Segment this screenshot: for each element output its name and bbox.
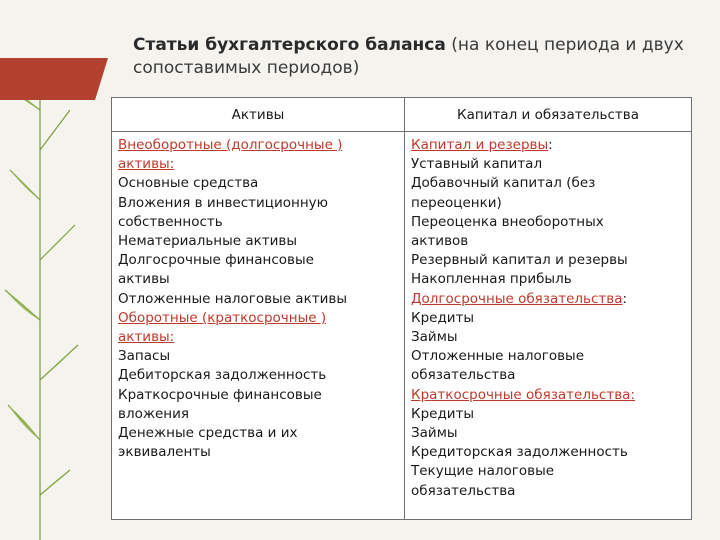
assets-item-text: вложения	[118, 405, 190, 422]
assets-item-text: Запасы	[118, 348, 171, 365]
liabilities-item-text: обязательства	[411, 367, 516, 384]
liabilities-line	[411, 405, 685, 424]
liabilities-line	[411, 328, 685, 347]
liabilities-line	[411, 482, 685, 501]
liabilities-line	[411, 155, 685, 174]
liabilities-line	[411, 347, 685, 366]
liabilities-item-text: активов	[411, 233, 469, 250]
accent-bar	[0, 58, 108, 100]
assets-item-text: Краткосрочные финансовые	[118, 386, 322, 403]
assets-line	[118, 347, 398, 366]
header-liabilities: Капитал и обязательства	[405, 98, 692, 132]
liabilities-line	[411, 194, 685, 213]
liabilities-item-text: Резервный капитал и резервы	[411, 252, 628, 269]
assets-line	[118, 386, 398, 405]
liabilities-line	[411, 386, 685, 405]
assets-line	[118, 155, 398, 174]
liabilities-item-text: Кредиторская задолженность	[411, 444, 628, 461]
assets-item-text: Дебиторская задолженность	[118, 367, 327, 384]
assets-item-text: Нематериальные активы	[118, 233, 298, 250]
liabilities-line	[411, 251, 685, 270]
assets-cell	[112, 132, 405, 520]
liabilities-heading-colon: :	[548, 137, 553, 153]
assets-line	[118, 136, 398, 155]
assets-section-heading: активы:	[118, 156, 175, 173]
assets-line	[118, 213, 398, 232]
assets-item-text: собственность	[118, 213, 223, 230]
title-rest: (на конец периода и двух сопоставимых периодов)	[133, 35, 684, 78]
liabilities-item-text: Текущие налоговые	[411, 463, 555, 480]
liabilities-item-text: Переоценка внеоборотных	[411, 213, 604, 230]
assets-section-heading: Внеоборотные (долгосрочные )	[118, 137, 343, 153]
liabilities-line	[411, 270, 685, 289]
assets-section-heading: активы:	[118, 329, 175, 346]
assets-line	[118, 328, 398, 347]
balance-table	[111, 97, 692, 520]
title-bold: Статьи бухгалтерского баланса	[133, 35, 446, 55]
liabilities-item-text: Кредиты	[411, 309, 475, 326]
table-header-row	[112, 98, 692, 132]
liabilities-line	[411, 309, 685, 328]
assets-item-text: Основные средства	[118, 175, 259, 192]
assets-item-text: эквиваленты	[118, 444, 211, 461]
liabilities-item-text: Займы	[411, 425, 458, 442]
liabilities-item-text: обязательства	[411, 482, 516, 499]
assets-item-text: Отложенные налоговые активы	[118, 290, 347, 307]
assets-line	[118, 424, 398, 443]
liabilities-line	[411, 174, 685, 193]
liabilities-item-text: переоценки)	[411, 194, 502, 211]
assets-line	[118, 251, 398, 270]
assets-line	[118, 309, 398, 328]
liabilities-line	[411, 424, 685, 443]
liabilities-line	[411, 443, 685, 462]
header-assets: Активы	[112, 98, 405, 132]
assets-line	[118, 290, 398, 309]
liabilities-item-text: Отложенные налоговые	[411, 348, 585, 365]
assets-item-text: Денежные средства и их	[118, 425, 298, 442]
liabilities-line	[411, 366, 685, 385]
assets-line	[118, 443, 398, 462]
assets-line	[118, 405, 398, 424]
liabilities-line	[411, 462, 685, 481]
liabilities-section-heading: Краткосрочные обязательства:	[411, 386, 635, 403]
liabilities-item-text: Займы	[411, 329, 458, 346]
liabilities-item-text: Накопленная прибыль	[411, 271, 572, 288]
liabilities-line	[411, 232, 685, 251]
assets-line	[118, 194, 398, 213]
liabilities-heading-colon: :	[622, 290, 628, 307]
liabilities-section-heading: Капитал и резервы	[411, 137, 549, 153]
liabilities-cell	[405, 132, 692, 520]
liabilities-section-heading: Долгосрочные обязательства	[411, 290, 623, 307]
assets-line	[118, 174, 398, 193]
liabilities-line	[411, 213, 685, 232]
assets-line	[118, 232, 398, 251]
assets-line	[118, 366, 398, 385]
assets-item-text: Долгосрочные финансовые	[118, 252, 314, 269]
assets-section-heading: Оборотные (краткосрочные )	[118, 309, 327, 326]
assets-line	[118, 270, 398, 289]
liabilities-item-text: Кредиты	[411, 405, 475, 422]
table-body-row	[112, 132, 692, 520]
assets-item-text: Вложения в инвестиционную	[118, 194, 329, 211]
liabilities-item-text: Уставный капитал	[411, 156, 543, 173]
liabilities-line	[411, 290, 685, 309]
liabilities-item-text: Добавочный капитал (без	[411, 175, 596, 192]
slide-title	[133, 34, 703, 80]
liabilities-line	[411, 136, 685, 155]
assets-item-text: активы	[118, 271, 170, 288]
